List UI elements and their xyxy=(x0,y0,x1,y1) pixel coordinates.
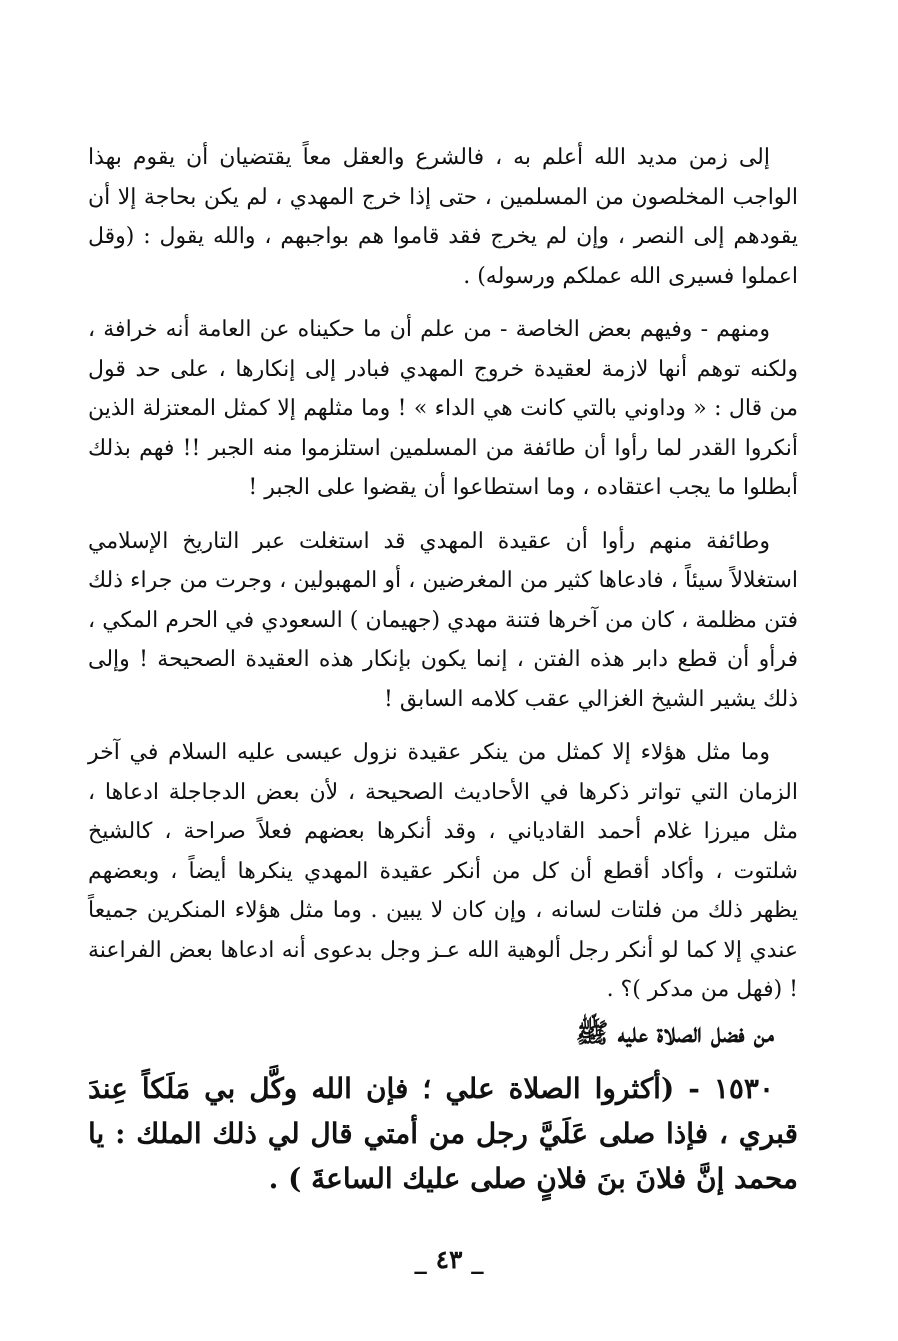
paragraph-3: وطائفة منهم رأوا أن عقيدة المهدي قد استغلت عبر التاريخ الإسلامي استغلالاً سيئاً ، فادعاها كثير من المغرضين ، أو المهبولين ، وجرت من جراء ذلك فتن مظلمة ، كان من آخرها فتنة مهدي (جهيمان ) السعودي في الحرم المكي ، فرأو أن قطع دابر هذه الفتن ، إنما يكون بإنكار هذه العقيدة الصحيحة ! وإلى ذلك يشير الشيخ الغزالي عقب كلامه السابق ! xyxy=(88,528,798,712)
page-number: _ ٤٣ _ xyxy=(414,1245,484,1274)
hadith-text: ١٥٣٠ - (أكثروا الصلاة علي ؛ فإن الله وكَّل بي مَلَكاً عِندَ قبري ، فإذا صلى عَلَيَّ رجل من أمتي قال لي ذلك الملك : يا محمد إنَّ فلانَ بنَ فلانٍ صلى عليك الساعةَ ) . xyxy=(88,1071,798,1195)
paragraph-1: إلى زمن مديد الله أعلم به ، فالشرع والعقل معاً يقتضيان أن يقوم بهذا الواجب المخلصون من المسلمين ، حتى إذا خرج المهدي ، لم يكن بحاجة إلا أن يقودهم إلى النصر ، وإن لم يخرج فقد قاموا هم بواجبهم ، والله يقول : (وقل اعملوا فسيرى الله عملكم ورسوله) . xyxy=(88,145,798,289)
section-title: من فضل الصلاة عليه ﷺ xyxy=(575,1017,774,1049)
paragraph-2: ومنهم - وفيهم بعض الخاصة - من علم أن ما حكيناه عن العامة أنه خرافة ، ولكنه توهم أنها لازمة لعقيدة خروج المهدي فبادر إلى إنكارها ، على حد قول من قال : « وداوني بالتي كانت هي الداء » ! وما مثلهم إلا كمثل المعتزلة الذين أنكروا القدر لما رأوا أن طائفة من المسلمين استلزموا منه الجبر !! فهم بذلك أبطلوا ما يجب اعتقاده ، وما استطاعوا أن يقضوا على الجبر ! xyxy=(88,317,798,500)
paragraph-4: وما مثل هؤلاء إلا كمثل من ينكر عقيدة نزول عيسى عليه السلام في آخر الزمان التي تواتر ذكرها في الأحاديث الصحيحة ، لأن بعض الدجاجلة ادعاها ، مثل ميرزا غلام أحمد القادياني ، وقد أنكرها بعضهم فعلاً صراحة ، كالشيخ شلتوت ، وأكاد أقطع أن كل من أنكر عقيدة المهدي ينكرها أيضاً ، وبعضهم يظهر ذلك من فلتات لسانه ، وإن كان لا يبين . وما مثل هؤلاء المنكرين جميعاً عندي إلا كما لو أنكر رجل ألوهية الله عـز وجل بدعوى أنه ادعاها بعض الفراعنة ! (فهل من مدكر )؟ . xyxy=(88,740,798,1002)
